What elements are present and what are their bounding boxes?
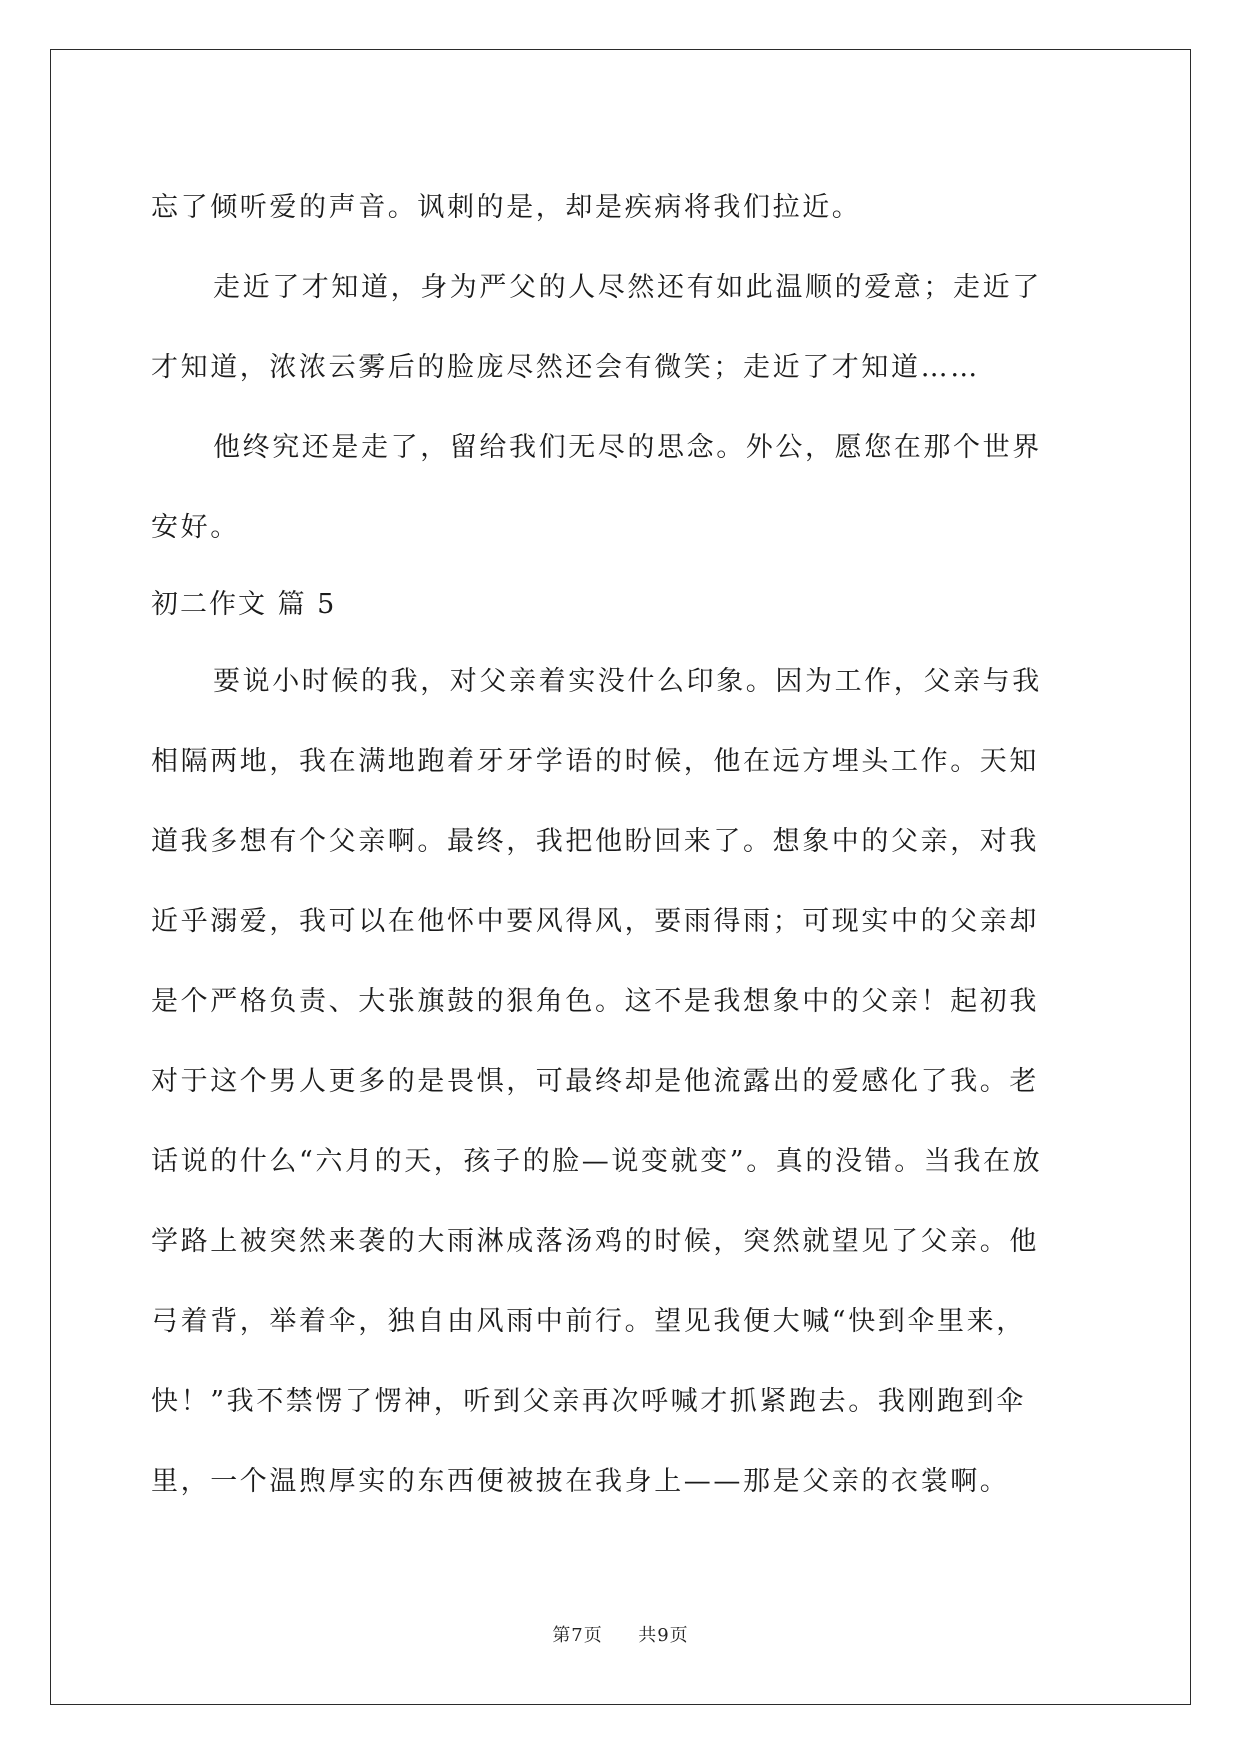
text-line: 对于这个男人更多的是畏惧，可最终却是他流露出的爱感化了我。老 (151, 1066, 1039, 1097)
text-line: 道我多想有个父亲啊。最终，我把他盼回来了。想象中的父亲，对我 (151, 826, 1039, 857)
text-line: 里，一个温煦厚实的东西便被披在我身上——那是父亲的衣裳啊。 (151, 1466, 1010, 1497)
text-line: 走近了才知道，身为严父的人尽然还有如此温顺的爱意；走近了 (213, 272, 1042, 303)
text-line: 相隔两地，我在满地跑着牙牙学语的时候，他在远方埋头工作。天知 (151, 746, 1039, 777)
page-total: 共9页 (638, 1625, 689, 1646)
page-footer (0, 1621, 1241, 1647)
text-line: 才知道，浓浓云雾后的脸庞尽然还会有微笑；走近了才知道…… (151, 352, 980, 383)
text-line: 他终究还是走了，留给我们无尽的思念。外公，愿您在那个世界 (213, 432, 1042, 463)
paragraph-essay (151, 642, 1091, 1522)
text-line: 近乎溺爱，我可以在他怀中要风得风，要雨得雨；可现实中的父亲却 (151, 906, 1039, 937)
text-line: 忘了倾听爱的声音。讽刺的是，却是疾病将我们拉近。 (151, 192, 862, 223)
paragraph-2 (151, 248, 1091, 408)
text-line: 要说小时候的我，对父亲着实没什么印象。因为工作，父亲与我 (213, 666, 1042, 697)
text-line: 话说的什么“六月的天，孩子的脸—说变就变”。真的没错。当我在放 (151, 1146, 1043, 1177)
paragraph-3 (151, 408, 1091, 568)
text-line: 是个严格负责、大张旗鼓的狠角色。这不是我想象中的父亲！起初我 (151, 986, 1039, 1017)
document-body (151, 168, 1091, 1522)
paragraph-1 (151, 168, 1091, 248)
text-line: 学路上被突然来袭的大雨淋成落汤鸡的时候，突然就望见了父亲。他 (151, 1226, 1039, 1257)
page-number: 第7页 (552, 1625, 603, 1646)
section-heading: 初二作文 篇 5 (151, 589, 337, 620)
text-line: 安好。 (151, 512, 240, 543)
text-line: 弓着背，举着伞，独自由风雨中前行。望见我便大喊“快到伞里来， (151, 1306, 1026, 1337)
text-line: 快！”我不禁愣了愣神，听到父亲再次呼喊才抓紧跑去。我刚跑到伞 (151, 1386, 1026, 1417)
